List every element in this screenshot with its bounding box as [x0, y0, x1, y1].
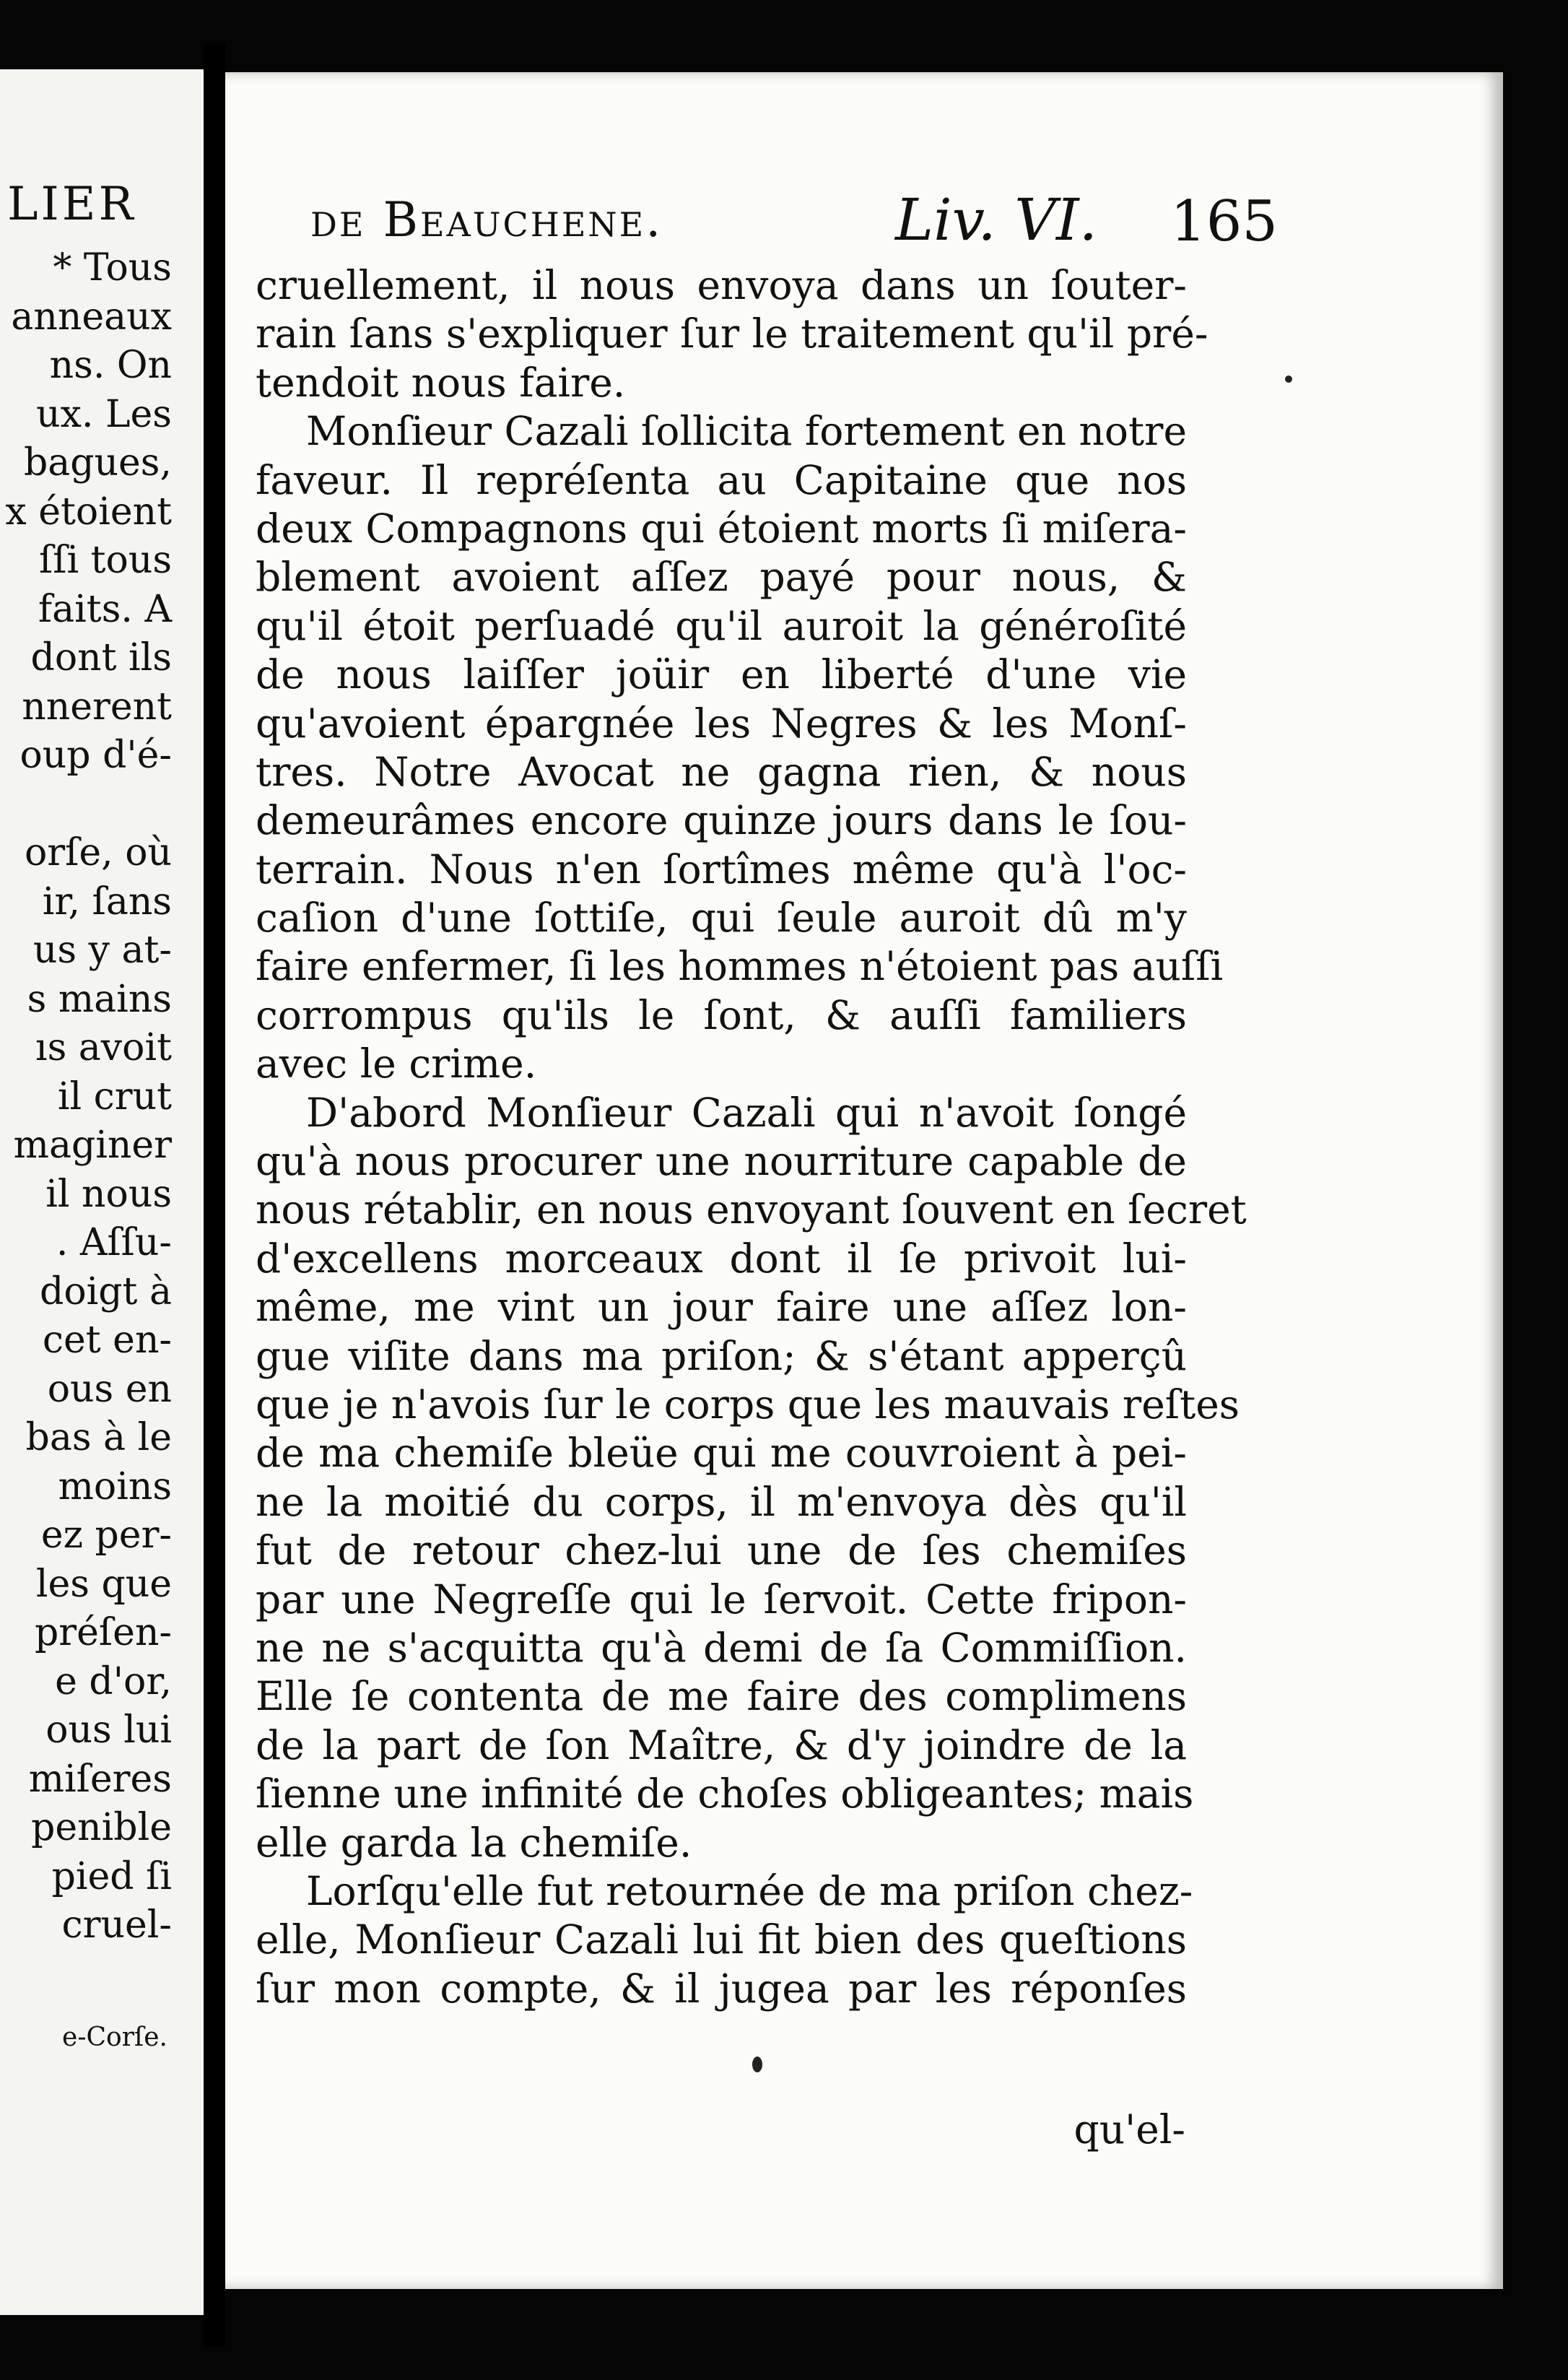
left-page-header: LIER	[7, 178, 136, 231]
text-line: que je n'avois ſur le corps que les mauvais reſtes	[256, 1381, 1240, 1428]
left-page-line: ns. On	[49, 344, 172, 387]
left-page-line: us y at-	[32, 929, 172, 972]
page-number: 165	[1170, 189, 1278, 254]
left-page-line: nnerent	[22, 685, 172, 729]
left-page-line: oup d'é-	[19, 734, 172, 777]
left-page-line: ıs avoit	[35, 1026, 172, 1069]
text-line: qu'à nous procurer une nourriture capable de	[256, 1138, 1187, 1185]
text-line: Monſieur Cazali ſollicita fortement en notre	[306, 408, 1187, 455]
left-page-line: ous lui	[45, 1708, 172, 1752]
text-line: qu'il étoit perſuadé qu'il auroit la généroſité	[256, 602, 1187, 649]
left-facing-page	[0, 69, 204, 2315]
text-line: blement avoient aſſez payé pour nous, &	[256, 554, 1187, 601]
left-page-line: orſe, où	[24, 831, 172, 874]
left-page-line: e d'or,	[55, 1659, 172, 1703]
text-line: corrompus qu'ils le ſont, & auſſi familiers	[256, 991, 1187, 1038]
left-page-line: moins	[58, 1464, 172, 1508]
text-line: ne ne s'acquitta qu'à demi de ſa Commiſſion.	[256, 1624, 1187, 1671]
left-page-line: ux. Les	[36, 392, 172, 436]
text-line: ſienne une infinité de choſes obligeantes; mais	[256, 1771, 1194, 1817]
left-page-line: pied ſi	[51, 1854, 172, 1898]
text-line: nous rétablir, en nous envoyant ſouvent en ſecret	[256, 1186, 1247, 1233]
catchword: qu'el-	[1073, 2106, 1185, 2153]
body-text	[256, 261, 1247, 2013]
scan-speck	[752, 2057, 762, 2072]
text-line: terrain. Nous n'en ſortîmes même qu'à l'oc-	[256, 846, 1187, 892]
left-page-line: ir, ſans	[42, 880, 172, 924]
left-page-line: doigt à	[40, 1269, 172, 1313]
left-page-line: préſen-	[35, 1611, 172, 1654]
left-page-line: anneaux	[11, 295, 172, 339]
text-line: rain ſans s'expliquer ſur le traitement qu'il pré-	[256, 310, 1208, 357]
text-line: d'excellens morceaux dont il ſe privoit lui-	[256, 1235, 1187, 1282]
left-page-line: * Tous	[53, 246, 172, 290]
left-page-line: cet en-	[42, 1319, 172, 1362]
text-line: elle, Monſieur Cazali lui fit bien des queſtions	[256, 1916, 1187, 1963]
text-line: fut de retour chez-lui une de ſes chemiſes	[256, 1527, 1187, 1574]
left-page-line: ez per-	[40, 1513, 172, 1557]
text-line: tres. Notre Avocat ne gagna rien, & nous	[256, 748, 1187, 795]
text-line: de la part de ſon Maître, & d'y joindre de la	[256, 1721, 1187, 1768]
text-line: caſion d'une ſottiſe, qui ſeule auroit dû m'y	[256, 895, 1187, 942]
left-page-line: bas à le	[25, 1416, 172, 1459]
text-line: ne la moitié du corps, il m'envoya dès qu'il	[256, 1478, 1187, 1525]
text-line: ſur mon compte, & il jugea par les réponſes	[256, 1965, 1187, 2012]
left-page-line: il crut	[57, 1074, 172, 1119]
text-line: de nous laiſſer joüir en liberté d'une vie	[256, 651, 1187, 698]
text-line: cruellement, il nous envoya dans un ſouter-	[256, 262, 1187, 308]
left-page-line: maginer	[13, 1124, 172, 1167]
left-page-line: x étoient	[5, 490, 172, 534]
left-page-line: il nous	[45, 1172, 172, 1216]
left-page-line: bagues,	[23, 441, 172, 485]
running-head-title: de Beauchene.	[310, 192, 663, 248]
left-page-line: penible	[31, 1806, 172, 1849]
text-line: elle garda la chemiſe.	[256, 1819, 692, 1866]
text-line: faire enfermer, ſi les hommes n'étoient pas auſſi	[256, 943, 1224, 990]
text-line: D'abord Monſieur Cazali qui n'avoit ſongé	[306, 1089, 1187, 1136]
left-page-line: les que	[35, 1562, 172, 1606]
text-line: demeurâmes encore quinze jours dans le ſou-	[256, 797, 1187, 844]
book-gutter	[204, 43, 225, 2347]
left-page-footer: e-Corſe.	[62, 2023, 167, 2052]
text-line: Lorſqu'elle fut retournée de ma priſon chez-	[306, 1867, 1193, 1914]
text-line: qu'avoient épargnée les Negres & les Monſ-	[256, 700, 1187, 747]
running-head-book: Liv. VI.	[895, 186, 1098, 253]
text-line: de ma chemiſe bleüe qui me couvroient à pei-	[256, 1430, 1187, 1477]
scan-speck	[1285, 375, 1292, 383]
text-line: Elle ſe contenta de me faire des complimens	[256, 1673, 1187, 1720]
text-line: deux Compagnons qui étoient morts ſi miſera-	[256, 505, 1187, 552]
left-page-line: . Aſſu-	[56, 1221, 172, 1264]
text-line: tendoit nous faire.	[256, 359, 626, 406]
text-line: gue viſite dans ma priſon; & s'étant apperçû	[256, 1332, 1187, 1379]
text-line: avec le crime.	[256, 1041, 537, 1087]
left-page-line: ous en	[47, 1367, 172, 1411]
left-page-line: miſeres	[28, 1757, 172, 1801]
left-page-line: dont ils	[30, 636, 172, 679]
text-line: par une Negreſſe qui le ſervoit. Cette fripon-	[256, 1576, 1187, 1623]
running-head	[310, 186, 1278, 254]
text-line: faveur. Il repréſenta au Capitaine que nos	[256, 456, 1187, 503]
left-page-line: faits. A	[38, 587, 172, 631]
main-page	[225, 72, 1503, 2289]
text-line: même, me vint un jour faire une aſſez lon-	[256, 1284, 1187, 1331]
left-page-line: s mains	[27, 977, 172, 1021]
left-page-line: ſſi tous	[38, 539, 172, 582]
left-page-line: cruel-	[61, 1903, 172, 1947]
